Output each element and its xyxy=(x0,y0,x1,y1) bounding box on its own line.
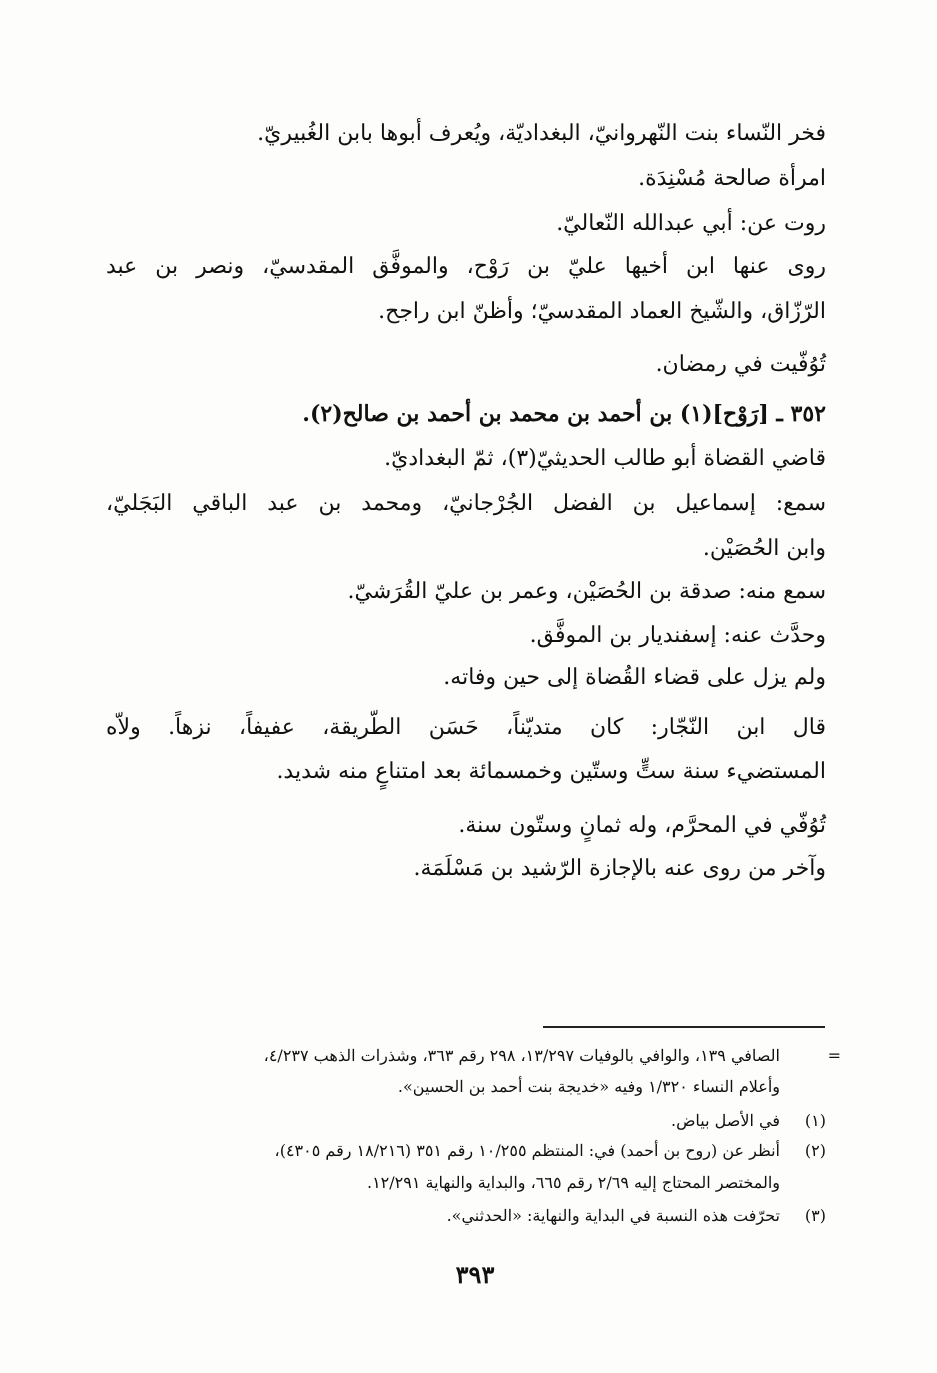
text-line: وابن الحُصَيْن. xyxy=(702,536,826,561)
text-line: سمع: إسماعيل بن الفضل الجُرْجانيّ، ومحمد بن عبد الباقي البَجَليّ، xyxy=(106,491,826,516)
footnote-line: أنظر عن (روح بن أحمد) في: المنتظم ١٠/٢٥٥ رقم ٣٥١ (١٨/٢١٦ رقم ٤٣٠٥)، xyxy=(274,1141,780,1160)
text-line: امرأة صالحة مُسْنِدَة. xyxy=(638,166,826,191)
text-line: سمع منه: صدقة بن الحُصَيْن، وعمر بن عليّ القُرَشيّ. xyxy=(347,579,826,604)
text-line: روى عنها ابن أخيها عليّ بن رَوْح، والموفَّق المقدسيّ، ونصر بن عبد xyxy=(106,254,826,279)
footnote-line: تحرّفت هذه النسبة في البداية والنهاية: «الحدثني». xyxy=(446,1206,780,1225)
text-line: تُوُفّي في المحرَّم، وله ثمانٍ وستّون سنة. xyxy=(458,813,826,838)
text-line: قال ابن النّجّار: كان متديّناً، حَسَن الطّريقة، عفيفاً، نزهاً. ولاّه xyxy=(106,715,827,740)
text-line: فخر النّساء بنت النّهروانيّ، البغداديّة، ويُعرف أبوها بابن الغُبيريّ. xyxy=(257,121,826,146)
footnote-line: الصافي ١٣٩، والوافي بالوفيات ١٣/٢٩٧، ٢٩٨ رقم ٣٦٣، وشذرات الذهب ٤/٢٣٧، xyxy=(263,1046,780,1065)
text-line: تُوُفّيت في رمضان. xyxy=(655,352,826,377)
footnote-marker: = xyxy=(827,1046,841,1065)
footnote-marker: (١) xyxy=(804,1111,826,1130)
text-line: روت عن: أبي عبدالله النّعاليّ. xyxy=(556,211,826,236)
footnote-marker: (٢) xyxy=(804,1141,826,1160)
footnote-marker: (٣) xyxy=(804,1206,826,1225)
footnote-line: في الأصل بياض. xyxy=(670,1111,780,1130)
footnote-line: وأعلام النساء ١/٣٢٠ وفيه «خديجة بنت أحمد بن الحسين». xyxy=(397,1077,780,1096)
footnote-line: والمختصر المحتاج إليه ٢/٦٩ رقم ٦٦٥، والبداية والنهاية ١٢/٢٩١. xyxy=(366,1173,780,1192)
text-line: وحدَّث عنه: إسفنديار بن الموفَّق. xyxy=(529,623,826,648)
text-line: ولم يزل على قضاء القُضاة إلى حين وفاته. xyxy=(443,665,826,690)
text-line: الرّزّاق، والشّيخ العماد المقدسيّ؛ وأظنّ ابن راجح. xyxy=(378,299,826,324)
footnote-rule xyxy=(543,1026,825,1028)
entry-heading: ٣٥٢ ـ [رَوْح](١) بن أحمد بن محمد بن أحمد بن صالح(٢). xyxy=(302,401,826,427)
text-line: وآخر من روى عنه بالإجازة الرّشيد بن مَسْلَمَة. xyxy=(413,856,826,881)
page-number: ٣٩٣ xyxy=(455,1260,495,1289)
text-line: المستضيء سنة ستٍّ وستّين وخمسمائة بعد امتناعٍ منه شديد. xyxy=(276,759,826,784)
text-line: قاضي القضاة أبو طالب الحديثيّ(٣)، ثمّ البغداديّ. xyxy=(384,446,826,471)
